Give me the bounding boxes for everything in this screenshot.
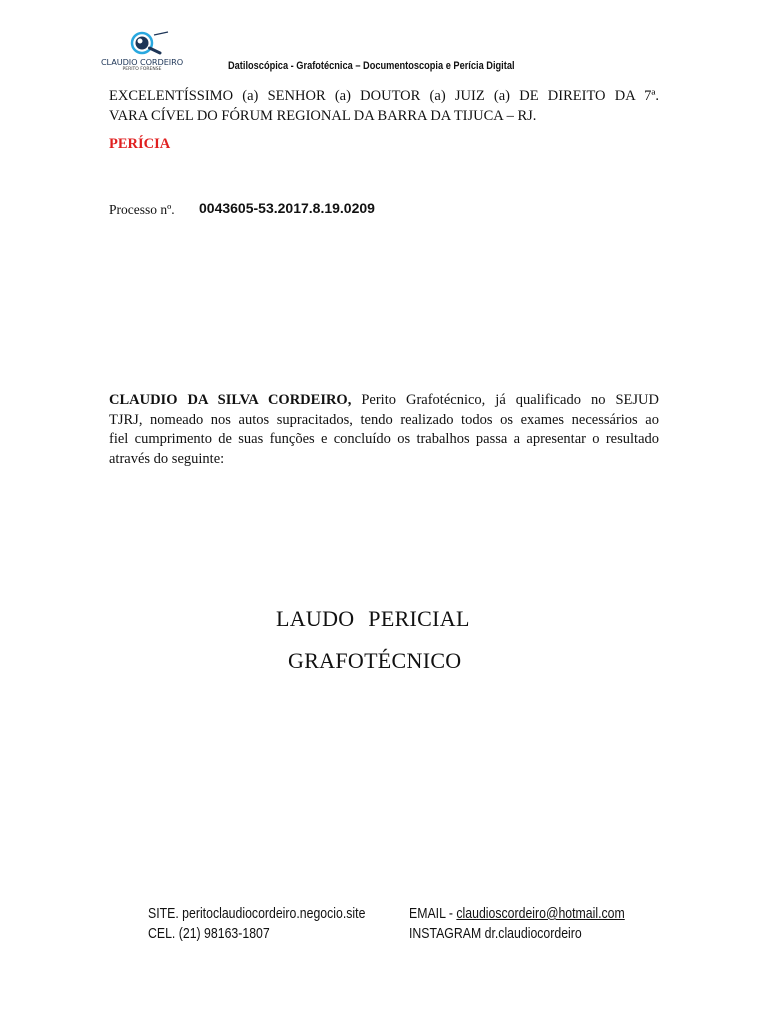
footer-phone: CEL. (21) 98163-1807 <box>148 925 270 942</box>
logo-subtext: PERITO FORENSE <box>122 67 162 72</box>
footer-email-link[interactable]: claudioscordeiro@hotmail.com <box>456 905 625 922</box>
header-tagline: Datiloscópica - Grafotécnica – Documentoscopia e Perícia Digital <box>228 60 515 72</box>
footer-site: SITE. peritoclaudiocordeiro.negocio.site <box>148 905 366 922</box>
report-title-line-2: GRAFOTÉCNICO <box>288 648 462 673</box>
section-label: PERÍCIA <box>109 136 171 152</box>
report-title-line-1: LAUDO PERICIAL <box>276 606 470 631</box>
body-line: TJRJ, nomeado nos autos supracitados, tendo realizado todos os exames necessários ao <box>109 411 659 428</box>
body-line <box>109 391 659 411</box>
body-line: fiel cumprimento de suas funções e concluído os trabalhos passa a apresentar o resultado <box>109 431 659 447</box>
addressee-line-1: EXCELENTÍSSIMO (a) SENHOR (a) DOUTOR (a) JUIZ (a) DE DIREITO DA 7ª. <box>109 88 659 104</box>
logo-text: CLAUDIO CORDEIRO <box>100 57 184 67</box>
body-paragraph <box>109 391 659 469</box>
magnifier-logo-icon <box>80 28 204 58</box>
addressee-line-2: VARA CÍVEL DO FÓRUM REGIONAL DA BARRA DA TIJUCA – RJ. <box>109 108 537 124</box>
footer-email-label: EMAIL - <box>409 905 457 922</box>
body-line: através do seguinte: <box>109 450 225 467</box>
footer-instagram: INSTAGRAM dr.claudiocordeiro <box>409 925 582 942</box>
footer-email <box>409 905 625 922</box>
process-label: Processo nº. <box>109 202 175 217</box>
logo <box>80 28 204 78</box>
expert-name: CLAUDIO DA SILVA CORDEIRO, <box>109 392 352 408</box>
body-line-1-text: Perito Grafotécnico, já qualificado no SEJUD <box>351 392 659 408</box>
process-number: 0043605-53.2017.8.19.0209 <box>199 200 375 216</box>
